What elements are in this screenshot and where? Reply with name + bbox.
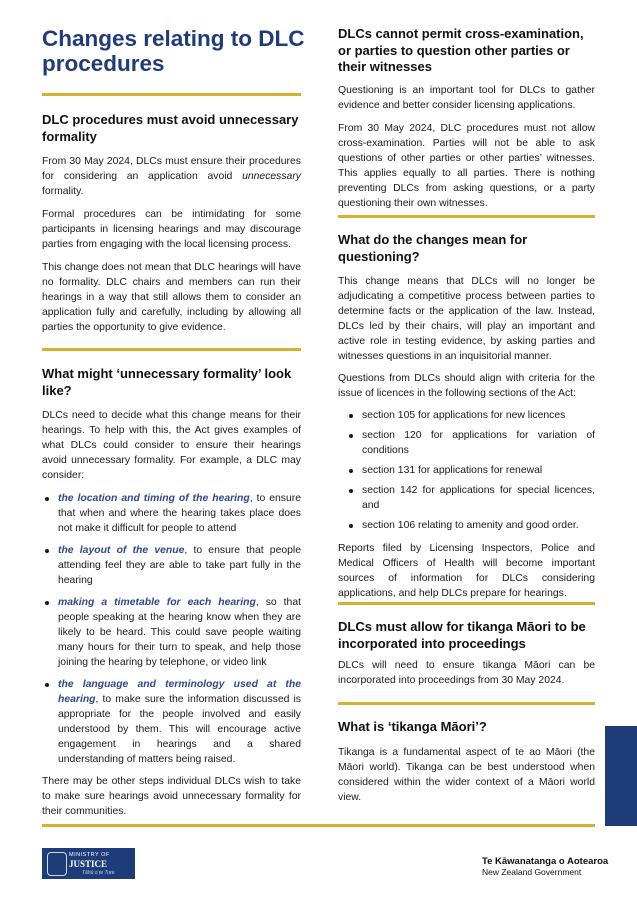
footer-divider: [42, 824, 595, 827]
section-questioning: [338, 232, 595, 601]
divider: [42, 93, 301, 96]
gov-text: New Zealand Government: [482, 867, 582, 877]
paragraph: This change means that DLCs will no longer be adjudicating a competitive process between parties to determine facts or the application of the law. Instead, DLCs led by their chairs, will play an important and active role in testing evidence, by asking parties and witnesses questions in an inquisitorial manner.: [338, 276, 595, 362]
paragraph: Formal procedures can be intimidating for some participants in licensing hearings and may discourage parties from engaging with the local licensing process.: [42, 209, 301, 250]
paragraph: Questioning is an important tool for DLCs to gather evidence and better consider licensing applications.: [338, 84, 595, 111]
section-heading: What do the changes mean for questioning?: [338, 232, 528, 264]
section-unnecessary-formality: [42, 112, 301, 335]
paragraph: DLCs need to decide what this change means for their hearings. To help with this, the Act gives examples of what DLCs could consider to ensure their hearings avoid unnecessary formality. For example, a DLC may consider:: [42, 410, 301, 481]
section-heading: DLC procedures must avoid unnecessary formality: [42, 112, 299, 144]
paragraph: Reports filed by Licensing Inspectors, Police and Medical Officers of Health will become important sources of information for DLCs considering applications, and help DLCs prepare for hearings.: [338, 543, 595, 599]
list-item: [42, 595, 301, 670]
page-title: Changes relating to DLC procedures: [42, 26, 305, 76]
text: , to make sure the information discussed is appropriate for the people involved and easily understood by them. This will encourage active engagement in hearings and a shared understanding of matters being raised.: [58, 694, 301, 765]
logo-text: Tāhū o te Ture: [82, 870, 115, 876]
gov-text: Te Kāwanatanga o Aotearoa: [482, 856, 609, 867]
bullet-list: [42, 491, 301, 767]
text: formality.: [42, 186, 84, 197]
list-item: [42, 543, 301, 588]
nz-government-logo: [482, 856, 608, 877]
list-item: section 142 for applications for special licences, and: [346, 483, 595, 513]
paragraph: There may be other steps individual DLCs wish to take to make sure hearings avoid unnecessary formality for their communities.: [42, 776, 301, 817]
bullet-list: [338, 408, 595, 533]
paragraph: Questions from DLCs should align with criteria for the issue of licences in the following sections of the Act:: [338, 373, 595, 399]
list-item: section 120 for applications for variation of conditions: [346, 428, 595, 458]
section-tikanga-definition: [338, 719, 595, 805]
section-cross-examination: [338, 26, 595, 211]
paragraph: From 30 May 2024, DLC procedures must not allow cross-examination. Parties will not be able to ask questions of other parties or other parties’ witnesses. This applies equally to all parties. There is nothing preventing DLCs from asking questions, or a party questioning their own witnesses.: [338, 122, 595, 209]
paragraph: This change does not mean that DLC hearings will have no formality. DLC chairs and members can run their hearings in a way that still allows them to consider an application fully and carefully, including by allowing all parties the opportunity to give evidence.: [42, 262, 301, 333]
divider: [338, 702, 595, 705]
italic-text: unnecessary: [242, 171, 301, 182]
emphasis-text: the location and timing of the hearing: [58, 493, 250, 504]
section-heading: What might ‘unnecessary formality’ look like?: [42, 366, 292, 398]
list-item: section 105 for applications for new licences: [346, 408, 595, 423]
section-what-formality: [42, 366, 301, 819]
section-heading: What is ‘tikanga Māori’?: [338, 719, 487, 734]
divider: [338, 602, 595, 605]
text: , to ensure that when and where the hearing takes place does not make it difficult for people to attend: [58, 493, 301, 534]
section-heading: DLCs cannot permit cross-examination, or parties to question other parties or their witnesses: [338, 26, 584, 74]
paragraph: DLCs will need to ensure tikanga Māori can be incorporated into proceedings from 30 May 2024.: [338, 660, 595, 686]
section-tikanga-proceedings: [338, 619, 595, 688]
list-item: section 131 for applications for renewal: [346, 463, 595, 478]
crest-icon: [47, 852, 67, 876]
text: , to ensure that people attending feel they are able to take part fully in the hearing: [58, 545, 301, 586]
logo-text: JUSTICE: [69, 859, 108, 869]
emphasis-text: making a timetable for each hearing: [58, 597, 256, 608]
divider: [338, 215, 595, 218]
list-item: [42, 491, 301, 536]
logo-text: MINISTRY OF: [69, 852, 110, 858]
list-item: section 106 relating to amenity and good order.: [346, 518, 595, 533]
paragraph: Tikanga is a fundamental aspect of te ao Māori (the Māori world). Tikanga can be best understood when considered within the wider context of a Māori world view.: [338, 746, 595, 803]
emphasis-text: the language and terminology used at the hearing: [58, 679, 301, 705]
divider: [42, 348, 301, 351]
paragraph: [42, 154, 301, 199]
ministry-of-justice-logo: [42, 848, 135, 879]
list-item: [42, 677, 301, 767]
side-tab: [605, 726, 637, 826]
text: From 30 May 2024, DLCs must ensure their procedures for considering an application avoid: [42, 156, 301, 182]
section-heading: DLCs must allow for tikanga Māori to be incorporated into proceedings: [338, 619, 586, 651]
emphasis-text: the layout of the venue: [58, 545, 185, 556]
text: , so that people speaking at the hearing know when they are likely to be heard. This could save people waiting many hours for their turn to speak, and help those joining the hearing by telephone, or video link: [58, 597, 301, 668]
